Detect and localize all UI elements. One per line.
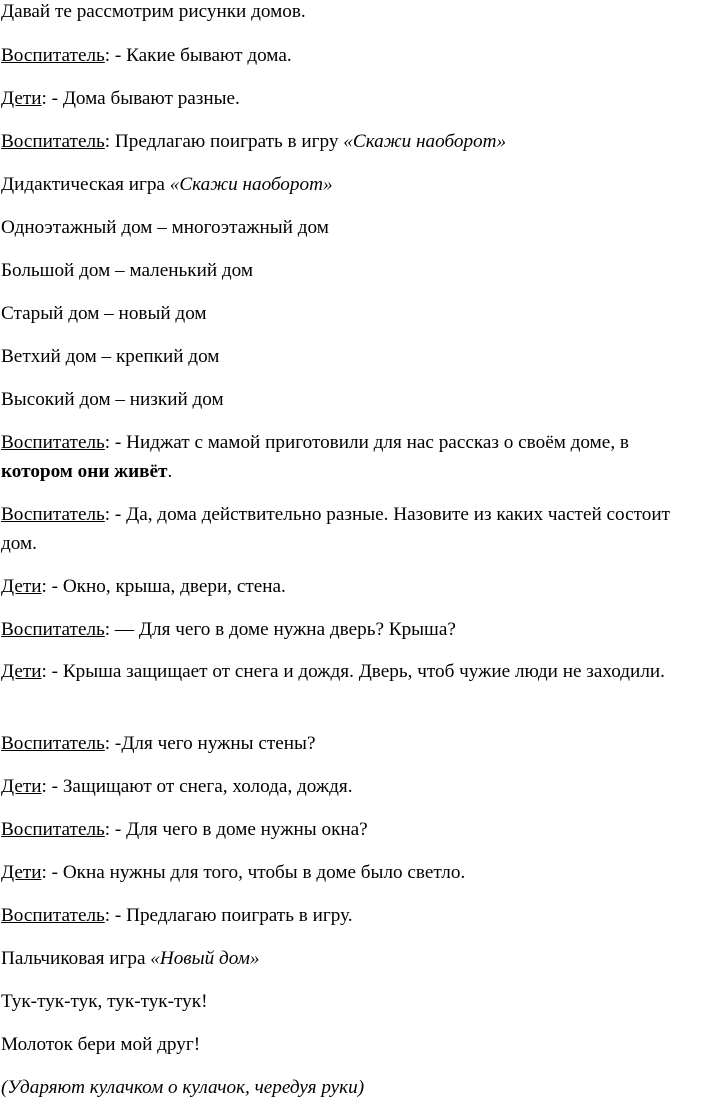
- stage-direction-text: (Ударяют кулачком о кулачок, чередуя руки): [1, 1077, 365, 1098]
- game-heading-text: Дидактическая игра: [1, 174, 170, 195]
- paragraph-stage-direction: [1, 1073, 691, 1102]
- speaker-label: Воспитатель: [1, 733, 105, 754]
- paragraph-game-line: [1, 342, 691, 371]
- paragraph-dialogue: [1, 500, 691, 558]
- dialogue-text: : - Ниджат с мамой приготовили для нас рассказ о своём доме, в: [104, 432, 629, 453]
- paragraph-dialogue: [1, 615, 691, 644]
- paragraph-game-heading: [1, 170, 691, 199]
- dialogue-text: : - Окна нужны для того, чтобы в доме было светло.: [41, 862, 466, 883]
- paragraph-game-line: [1, 256, 691, 285]
- paragraph-dialogue: [1, 572, 691, 601]
- dialogue-text: : -Для чего нужны стены?: [104, 733, 316, 754]
- dialogue-text: : - Защищают от снега, холода, дождя.: [41, 776, 353, 797]
- game-title: «Скажи наоборот»: [169, 174, 333, 195]
- paragraph-dialogue: [1, 428, 691, 486]
- dialogue-text: : - Дома бывают разные.: [41, 88, 240, 109]
- speaker-label: Дети: [1, 576, 42, 597]
- speaker-label: Воспитатель: [1, 45, 105, 66]
- dialogue-text: : - Крыша защищает от снега и дождя. Дверь, чтоб чужие люди не заходили.: [41, 661, 665, 682]
- dialogue-text: : - Предлагаю поиграть в игру.: [104, 905, 353, 926]
- speaker-label: Воспитатель: [1, 504, 105, 525]
- speaker-label: Воспитатель: [1, 619, 105, 640]
- paragraph-game-line: [1, 385, 691, 414]
- paragraph-dialogue: [1, 657, 691, 686]
- paragraph-rhyme-line: [1, 1030, 691, 1059]
- dialogue-text: .: [167, 461, 173, 482]
- game-heading-text: Пальчиковая игра: [1, 948, 151, 969]
- dialogue-text: : - Да, дома действительно разные. Назовите из каких частей состоит дом.: [1, 504, 671, 554]
- dialogue-text: : — Для чего в доме нужна дверь? Крыша?: [104, 619, 456, 640]
- paragraph-dialogue: [1, 84, 691, 113]
- paragraph-rhyme-line: [1, 987, 691, 1016]
- paragraph-dialogue: [1, 858, 691, 887]
- speaker-label: Дети: [1, 88, 42, 109]
- speaker-label: Дети: [1, 862, 42, 883]
- paragraph-intro: [1, 0, 691, 26]
- speaker-label: Воспитатель: [1, 819, 105, 840]
- game-line-text: Одноэтажный дом – многоэтажный дом: [1, 217, 329, 238]
- rhyme-line-text: Молоток бери мой друг!: [1, 1034, 201, 1055]
- speaker-label: Дети: [1, 661, 42, 682]
- game-line-text: Высокий дом – низкий дом: [1, 389, 224, 410]
- dialogue-text: : - Окно, крыша, двери, стена.: [41, 576, 286, 597]
- paragraph-game-line: [1, 299, 691, 328]
- speaker-label: Воспитатель: [1, 432, 105, 453]
- dialogue-text: : - Какие бывают дома.: [104, 45, 292, 66]
- paragraph-dialogue: [1, 901, 691, 930]
- dialogue-text: : Предлагаю поиграть в игру: [104, 131, 344, 152]
- paragraph-dialogue: [1, 41, 691, 70]
- paragraph-dialogue: [1, 729, 691, 758]
- rhyme-line-text: Тук-тук-тук, тук-тук-тук!: [1, 991, 208, 1012]
- speaker-label: Дети: [1, 776, 42, 797]
- speaker-label: Воспитатель: [1, 905, 105, 926]
- paragraph-dialogue: [1, 815, 691, 844]
- intro-text: Давай те рассмотрим рисунки домов.: [1, 1, 306, 22]
- game-title: «Скажи наоборот»: [343, 131, 507, 152]
- game-line-text: Старый дом – новый дом: [1, 303, 207, 324]
- speaker-label: Воспитатель: [1, 131, 105, 152]
- bold-phrase: котором они живёт: [1, 461, 168, 482]
- paragraph-game-heading: [1, 944, 691, 973]
- game-title: «Новый дом»: [150, 948, 260, 969]
- game-line-text: Большой дом – маленький дом: [1, 260, 254, 281]
- dialogue-text: : - Для чего в доме нужны окна?: [104, 819, 368, 840]
- paragraph-game-line: [1, 213, 691, 242]
- game-line-text: Ветхий дом – крепкий дом: [1, 346, 220, 367]
- paragraph-dialogue: [1, 772, 691, 801]
- paragraph-dialogue: [1, 127, 691, 156]
